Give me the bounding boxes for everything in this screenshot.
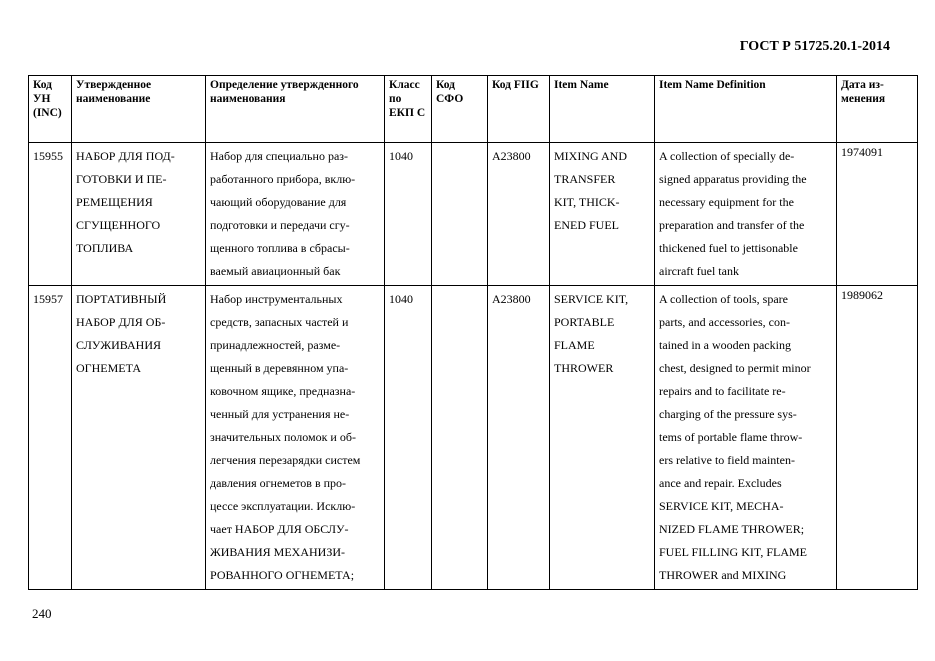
- cell-item-name: SERVICE KIT, PORTABLE FLAME THROWER: [550, 286, 655, 590]
- cell-class: 1040: [385, 143, 432, 286]
- catalog-table: [28, 75, 918, 590]
- cell-change-date: 1974091: [837, 143, 918, 286]
- column-header-approved-name: Утвержденное наименование: [72, 76, 206, 143]
- column-header-sfo: Код СФО: [432, 76, 488, 143]
- cell-item-name: MIXING AND TRANSFER KIT, THICK- ENED FUEL: [550, 143, 655, 286]
- page-number: 240: [32, 606, 52, 621]
- column-header-class: Класс по ЕКП С: [385, 76, 432, 143]
- table-row: [29, 143, 918, 286]
- table-row: [29, 286, 918, 590]
- cell-definition: Набор инструментальных средств, запасных частей и принадлежностей, разме- щенный в деревянном упа- ковочном ящике, предназна- ченный для устранения не- значительных поломок и об- легчения перезарядки систем давления огнеметов в про- цессе эксплуатации. Исклю- чает НАБОР ДЛЯ ОБСЛУ- ЖИВАНИЯ МЕХАНИЗИ- РОВАННОГО ОГНЕМЕТА;: [206, 286, 385, 590]
- column-header-definition: Определение утвержденного наименования: [206, 76, 385, 143]
- cell-inc: 15957: [29, 286, 72, 590]
- cell-item-definition: A collection of specially de- signed apparatus providing the necessary equipment for the preparation and transfer of the thickened fuel to jettisonable aircraft fuel tank: [655, 143, 837, 286]
- cell-sfo: [432, 286, 488, 590]
- cell-fiig: A23800: [488, 143, 550, 286]
- cell-change-date: 1989062: [837, 286, 918, 590]
- cell-inc: 15955: [29, 143, 72, 286]
- column-header-item-definition: Item Name Definition: [655, 76, 837, 143]
- cell-approved-name: НАБОР ДЛЯ ПОД- ГОТОВКИ И ПЕ- РЕМЕЩЕНИЯ СГУЩЕННОГО ТОПЛИВА: [72, 143, 206, 286]
- column-header-inc: Код УН (INC): [29, 76, 72, 143]
- document-standard-header: ГОСТ Р 51725.20.1-2014: [739, 39, 890, 54]
- column-header-item-name: Item Name: [550, 76, 655, 143]
- cell-item-definition: A collection of tools, spare parts, and accessories, con- tained in a wooden packing chest, designed to permit minor repairs and to facilitate re- charging of the pressure sys- tems of portable flame throw- ers relative to field mainten- ance and repair. Excludes SERVICE KIT, MECHA- NIZED FLAME THROWER; FUEL FILLING KIT, FLAME THROWER and MIXING: [655, 286, 837, 590]
- cell-approved-name: ПОРТАТИВНЫЙ НАБОР ДЛЯ ОБ- СЛУЖИВАНИЯ ОГНЕМЕТА: [72, 286, 206, 590]
- cell-definition: Набор для специально раз- работанного прибора, вклю- чающий оборудование для подготовки и передачи сгу- щенного топлива в сбрасы- ваемый авиационный бак: [206, 143, 385, 286]
- column-header-change-date: Дата из- менения: [837, 76, 918, 143]
- cell-sfo: [432, 143, 488, 286]
- cell-fiig: A23800: [488, 286, 550, 590]
- table-header-row: [29, 76, 918, 143]
- column-header-fiig: Код FIIG: [488, 76, 550, 143]
- cell-class: 1040: [385, 286, 432, 590]
